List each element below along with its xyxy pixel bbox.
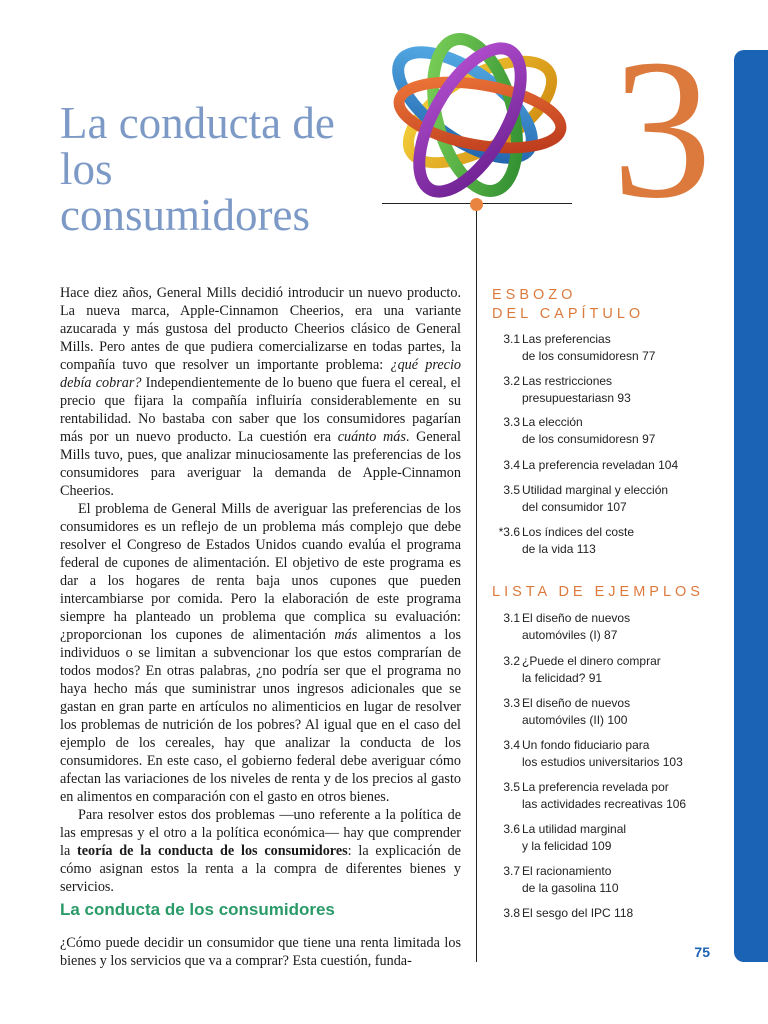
- page-number: 75: [694, 944, 710, 960]
- chapter-edge-tab: [734, 50, 768, 962]
- paragraph-3: Para resolver estos dos problemas —uno referente a la política de las empresas y el otro a la política económica— hay que comprender la teoría de la conducta de los consumidores: la explicación de cómo asignan estos la renta a la compra de diferentes bienes y servicios.: [60, 807, 461, 895]
- examples-heading: LISTA DE EJEMPLOS: [492, 584, 704, 600]
- rule-dot: [470, 198, 483, 211]
- intro-body: [60, 284, 461, 896]
- paragraph-4: ¿Cómo puede decidir un consumidor que tiene una renta limitada los bienes y los servicios que va a comprar? Esta cuestión, funda-: [60, 935, 461, 969]
- chapter-title: La conducta de los consumidores: [60, 98, 335, 240]
- vertical-rule: [476, 205, 477, 962]
- paragraph-2: El problema de General Mills de averiguar las preferencias de los consumidores es un reflejo de un problema más complejo que debe resolver el Congreso de Estados Unidos cuando evalúa el programa federal de cupones de alimentación. El objetivo de este programa es dar a los hogares de renta baja unos cupones que pueden intercambiarse por comida. Pero la elaboración de este programa siempre ha planteado un problema que complica su evaluación: ¿proporcionan los cupones de alimentación más alimentos a los individuos o se limitan a subvencionar los que estos comprarían de todos modos? En otras palabras, ¿no podría ser que el programa no haya hecho más que suministrar unos ingresos adicionales que se gastan en gran parte en artículos no alimenticios en lugar de resolver los problemas de nutrición de los pobres? Al igual que en el caso del ejemplo de los cereales, hay que analizar la conducta de los consumidores. En este caso, el gobierno federal debe averiguar cómo afectan las variaciones de los niveles de renta y de los precios al gasto en alimentos en comparación con el gasto en otros bienes.: [60, 501, 461, 805]
- outline-heading: ESBOZO DEL CAPÍTULO: [492, 287, 645, 322]
- interlocking-rings-logo: [370, 20, 580, 205]
- section-heading: La conducta de los consumidores: [60, 900, 335, 919]
- paragraph-1: Hace diez años, General Mills decidió introducir un nuevo producto. La nueva marca, Apple-Cinnamon Cheerios, era una variante azucarada y más gustosa del producto Cheerios clásico de General Mills. Pero antes de que pudiera comercializarse en todas partes, la compañía tuvo que resolver un importante problema: ¿qué precio debía cobrar? Independientemente de lo bueno que fuera el cereal, el precio que fijara la compañía influiría considerablemente en su rentabilidad. No bastaba con saber que los consumidores pagarían más por un nuevo producto. La cuestión era cuánto más. General Mills tuvo, pues, que analizar minuciosamente las preferencias de los consumidores para averiguar la demanda de Apple-Cinnamon Cheerios.: [60, 285, 462, 499]
- chapter-number: 3: [612, 19, 712, 240]
